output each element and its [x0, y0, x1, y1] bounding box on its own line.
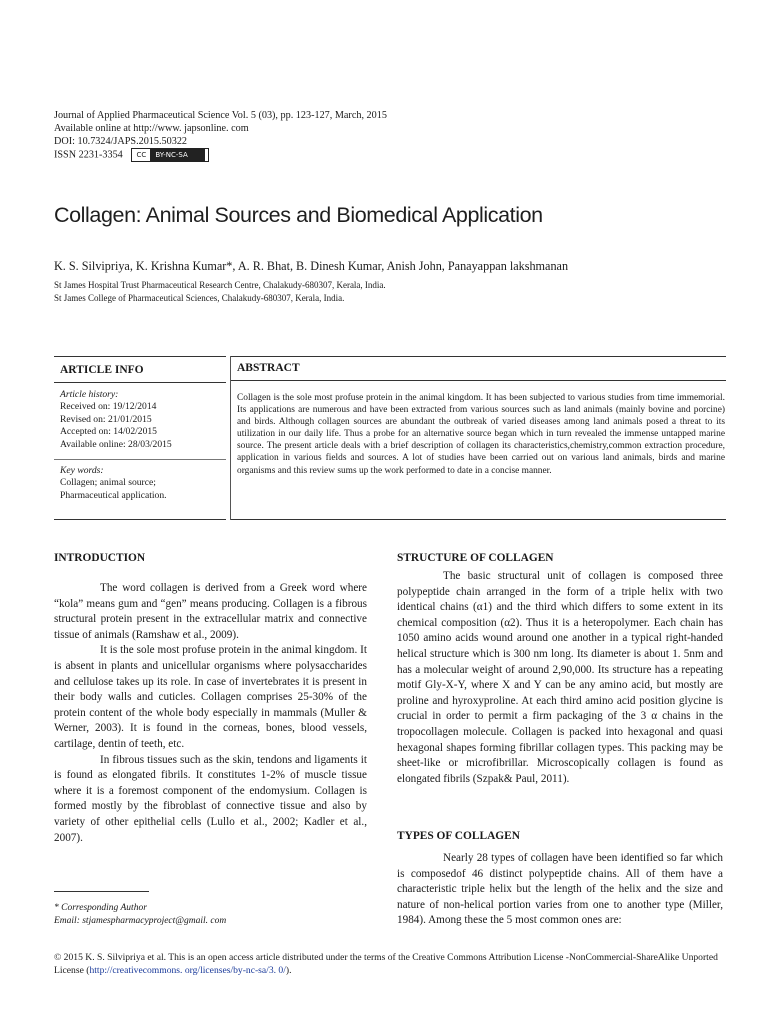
divider — [54, 382, 226, 383]
license-tail: ). — [285, 965, 292, 976]
intro-paragraph-1: The word collagen is derived from a Greek word where “kola” means gum and “gen” means producing. Collagen is a fibrous structural protein present in the extracellular matrix and connective tissue of animals (Ramshaw et al., 2009). — [54, 582, 367, 641]
structure-paragraph: The basic structural unit of collagen is composed three polypeptide chain arranged in the form of a triple helix with two identical chains (α1) and the third which differs to some extent in its chemical composition (α2). Thus it is a heteropolymer. Each chain has 1050 amino acids wound around one another in a typical right-handed helical structure which is 300 nm long. Its diameter is about 1. 5nm and has a molecular weight of around 2,90,000. Its structure has a repeating motif Gly-X-Y, where X and Y can be any amino acid, but mostly are proline and hyroxyproline. At each third amino acid position glycine is crucial in order to permit a firm packaging of the 3 α chains in the tropocollagen molecule. Collagen is packed into hexagonal and quasi hexagonal shapes forming fibrillar collagen types. This packing may be sheet-like or microfibrillar. Microscopically collagen is found as elongated fibrils (Szpak& Paul, 2011). — [397, 570, 723, 785]
doi-line: DOI: 10.7324/JAPS.2015.50322 — [54, 136, 188, 147]
intro-paragraph-2: It is the sole most profuse protein in the animal kingdom. It is absent in plants and unicellular organisms where polysaccharides and cellulose takes up its role. In case of invertebrates it is present in their body walls and cuticles. Collagen comprises 25-30% of the protein content of the whole body especially in mammals (Muller & Werner, 2003). It is found in the corneas, bones, blood vessels, cartilage, dentin of teeth, etc. — [54, 644, 367, 750]
types-paragraph: Nearly 28 types of collagen have been identified so far which is composedof 46 distinct polypeptide chains. All of them have a characteristic triple helix but the length of the helix and the size and nature of non-helical portion varies from one to another type (Miller, 1984). Among these the 5 most common ones are: — [397, 852, 723, 927]
divider — [231, 519, 726, 520]
accepted-date: Accepted on: 14/02/2015 — [60, 426, 157, 438]
issn-line — [54, 148, 387, 162]
divider — [231, 380, 726, 381]
article-title: Collagen: Animal Sources and Biomedical Application — [54, 203, 543, 227]
structure-heading: STRUCTURE OF COLLAGEN — [397, 552, 554, 564]
license-footer — [54, 951, 724, 977]
cc-terms: BY-NC-SA — [151, 149, 205, 161]
types-heading: TYPES OF COLLAGEN — [397, 830, 520, 842]
journal-header — [54, 109, 387, 162]
abstract-text: Collagen is the sole most profuse protein in the animal kingdom. It has been subjected to various studies from time immemorial. Its applications are numerous and have been extracted from various sources such as land animals (mainly bovine and porcine) and birds. Although collagen sources are abundant the outbreak of varied diseases among land animals posed a threat to its utilization in our daily life. Thus a probe for an alternative source began which in turn revealed the immense untapped marine source. The present article deals with a brief description of collagen its characteristics,chemistry,common extraction procedure, application in various fields and sources. A lot of studies have been carried out on various land animals, birds and marine organisms and this review sums up the work performed to date in a concise manner. — [237, 393, 725, 476]
corresponding-author — [54, 902, 226, 928]
affiliations — [54, 279, 386, 304]
available-online-line: Available online at http://www. japsonline. com — [54, 123, 249, 134]
types-body — [397, 851, 723, 929]
cc-license-badge[interactable] — [131, 148, 209, 162]
affiliation-2: St James College of Pharmaceutical Sciences, Chalakudy-680307, Kerala, India. — [54, 292, 345, 303]
affiliation-1: St James Hospital Trust Pharmaceutical Research Centre, Chalakudy-680307, Kerala, India. — [54, 280, 386, 290]
structure-body — [397, 569, 723, 787]
abstract-heading: ABSTRACT — [237, 362, 300, 374]
journal-line: Journal of Applied Pharmaceutical Science Vol. 5 (03), pp. 123-127, March, 2015 — [54, 110, 387, 121]
available-date: Available online: 28/03/2015 — [60, 438, 172, 450]
footnote-rule — [54, 891, 149, 892]
divider — [54, 519, 226, 520]
divider — [231, 356, 726, 357]
introduction-heading: INTRODUCTION — [54, 552, 146, 564]
corresponding-label: * Corresponding Author — [54, 903, 147, 913]
license-text: © 2015 K. S. Silvipriya et al. This is an open access article distributed under the terms of the Creative Commons Attribution License -NonCommercial-ShareAlike Unported License ( — [54, 952, 718, 976]
intro-paragraph-3: In fibrous tissues such as the skin, tendons and ligaments it is found as elongated fibrils. It constitutes 1-2% of muscle tissue where it is a foremost component of the endomysium. Collagen is formed mostly by the fibroblast of connective tissue and also by variety of other epithelial cells (Lullo et al., 2002; Kadler et al., 2007). — [54, 753, 367, 844]
author-list: K. S. Silvipriya, K. Krishna Kumar*, A. R. Bhat, B. Dinesh Kumar, Anish John, Panayappan lakshmanan — [54, 259, 569, 273]
article-info-heading: ARTICLE INFO — [60, 364, 144, 376]
license-link[interactable]: http://creativecommons. org/licenses/by-nc-sa/3. 0/ — [89, 965, 286, 976]
divider — [54, 356, 226, 357]
keywords — [60, 465, 167, 502]
received-date: Received on: 19/12/2014 — [60, 401, 157, 413]
cc-icon: CC — [132, 149, 151, 161]
article-history — [60, 389, 172, 451]
keyword-line-2: Pharmaceutical application. — [60, 489, 167, 501]
introduction-body — [54, 581, 367, 846]
keywords-label: Key words: — [60, 465, 104, 476]
revised-date: Revised on: 21/01/2015 — [60, 413, 152, 425]
issn-text: ISSN 2231-3354 — [54, 149, 123, 161]
history-label: Article history: — [60, 389, 119, 400]
corresponding-email[interactable]: Email: stjamespharmacyproject@gmail. com — [54, 916, 227, 926]
keyword-line-1: Collagen; animal source; — [60, 477, 156, 489]
divider — [54, 459, 226, 460]
